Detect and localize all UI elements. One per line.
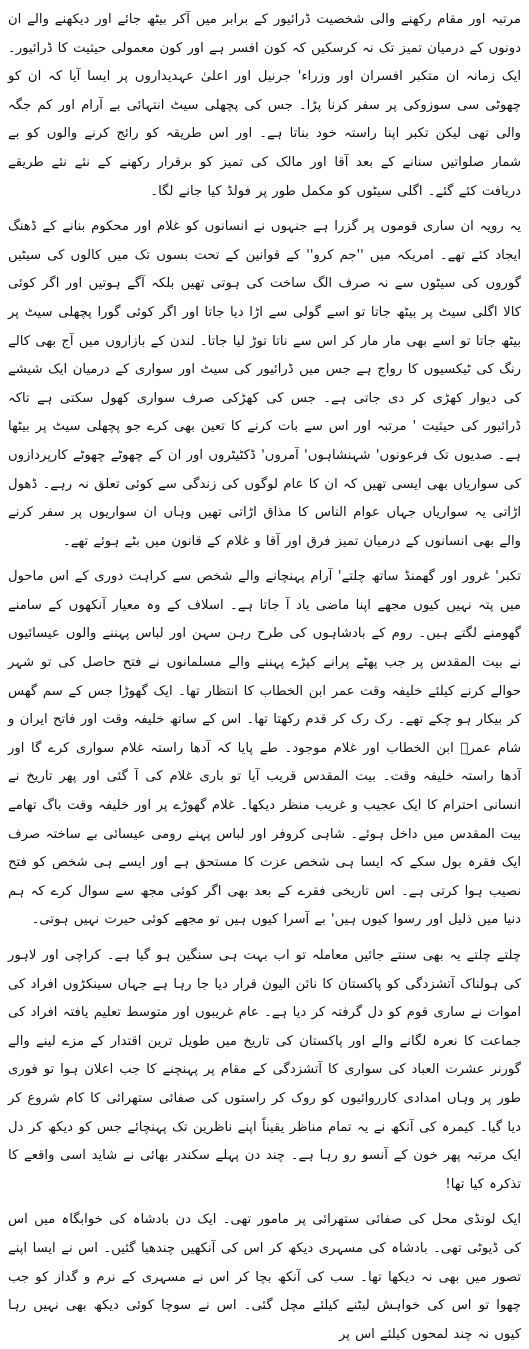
article-paragraph-3: تکبر' غرور اور گھمنڈ ساتھ چلتے' آرام پہنچانے والے شخص سے کراہت دوری کے اس ماحول میں پتہ نہیں کیوں مجھے اپنا ماضی یاد آ جاتا ہے۔ اسلاف کے وہ معیار آنکھوں کے سامنے گھومنے لگتے ہیں۔ روم کے بادشاہوں کی طرح رہن سہن اور لباس پہننے والوں عیسائیوں نے بیت المقدس پر جب پھٹے پرانے کپڑے پہننے والے مسلمانوں نے فتح حاصل کی تو شہر حوالے کرنے کیلئے خلیفہ وقت عمر ابن الخطاب کا انتظار تھا۔ ایک گھوڑا جس کے سم گھس کر بیکار ہو چکے تھے۔ رک رک کر قدم رکھتا تھا۔ اس کے ساتھ خلیفہ وقت اور فاتح ایران و شام عمرؓ ابن الخطاب اور غلام موجود۔ طے پایا کہ آدھا راستہ غلام سواری کرے گا اور آدھا راستہ خلیفہ وقت۔ بیت المقدس قریب آیا تو باری غلام کی آ گئی اور پھر تاریخ نے انسانی احترام کا ایک عجیب و غریب منظر دیکھا۔ غلام گھوڑے پر اور خلیفہ وقت باگ تھامے بیت المقدس میں داخل ہوئے۔ شاہی کروفر اور لباس پہنے رومی عیسائی بے ساختہ صرف ایک فقرہ بول سکے کہ ایسا ہی شخص عزت کا مستحق ہے اور ایسے ہی شخص کو فتح نصیب ہوا کرتی ہے۔ اس تاریخی فقرے کے بعد بھی اگر کوئی مجھ سے سوال کرے کہ ہم دنیا میں ذلیل اور رسوا کیوں ہیں' بے آسرا کیوں ہیں تو مجھے کوئی حیرت نہیں ہوتی۔ [8,569,521,928]
article-paragraph-4: چلتے چلتے یہ بھی سنتے جائیں معاملہ تو اب بہت ہی سنگین ہو گیا ہے۔ کراچی اور لاہور کی ہولناک آتشزدگی کو پاکستان کا نائن الیون قرار دیا جا رہا ہے جہاں سینکڑوں افراد کی اموات نے ساری قوم کو دل گرفتہ کر دیا ہے۔ عام غریبوں اور متوسط تعلیم یافتہ افراد کی جماعت کا نعرہ لگانے والے اور پاکستان کی تاریخ میں طویل ترین اقتدار کے مزے لینے والے گورنر عشرت العباد کی سواری کا آتشزدگی کے مقام پر پہنچنے کا جب اعلان ہوا تو فوری طور پر وہاں امدادی کارروائیوں کو روک کر راستوں کی صفائی ستھرائی کا کام شروع کر دیا گیا۔ کیمرہ کی آنکھ نے یہ تمام مناظر یقیناً اپنے ناظرین تک پہنچائے جس کو دیکھ کر دل ایک مرتبہ پھر خون کے آنسو رو رہا ہے۔ چند دن پہلے سکندر بھائی نے شاید اسی واقعے کا تذکرہ کیا تھا! [8,948,521,1192]
article-paragraph-2: یہ رویہ ان ساری قوموں پر گزرا ہے جنہوں نے انسانوں کو غلام اور محکوم بنانے کے ڈھنگ ایجاد کئے تھے۔ امریکہ میں ''جم کرو'' کے قوانین کے تحت بسوں تک میں کالوں کی سیٹیں گوروں کی سیٹوں سے نہ صرف الگ ساخت کی ہوتی تھیں بلکہ آگے ہوتیں اور اگر کوئی کالا اگلی سیٹ پر بیٹھ جاتا تو اسے گولی سے اڑا دیا جاتا اور اگر کوئی گورا پچھلی سیٹ پر بیٹھ جاتا تو اسے بھی مار مار کر اس سے ناتا توڑ لیا جاتا۔ لندن کے بازاروں میں آج بھی کالے رنگ کی ٹیکسیوں کا رواج ہے جس میں ڈرائیور کی سیٹ اور سواری کے درمیان ایک شیشے کی دیوار کھڑی کر دی جاتی ہے۔ جس کی کھڑکی صرف سواری کھول سکتی ہے تاکہ ڈرائیور کی حیثیت ' مرتبہ اور اس سے بات کرنے کا تعین بھی کرے جو پچھلی سیٹ پر بیٹھا ہے۔ صدیوں تک فرعونوں' شہنشاہوں' آمروں' ڈکٹیٹروں اور ان کے چھوٹے چھوٹے کارپردازوں کی سواریاں بھی ایسی تھیں کہ ان کا عام لوگوں کی زندگی سے کوئی تعلق نہ رہے۔ ڈھول اڑاتی یہ سواریاں جہاں عوام الناس کا مذاق اڑاتی تھیں وہاں ان سواریوں پر سفر کرنے والے بھی انسانوں کے درمیان تمیز فرق اور آقا و غلام کے قانون میں بٹے ہوئے تھے۔ [8,219,521,549]
article-paragraph-1: مرتبہ اور مقام رکھنے والی شخصیت ڈرائیور کے برابر میں آکر بیٹھ جائے اور دیکھنے والے ان دونوں کے درمیان تمیز تک نہ کرسکیں کہ کون افسر ہے اور کون معمولی حیثیت کا ڈرائیور۔ ایک زمانہ ان متکبر افسران اور وزراء' جرنیل اور اعلیٰ عہدیداروں پر ایسا آیا کہ ان کو چھوٹی سی سوزوکی پر سفر کرنا پڑا۔ جس کی پچھلی سیٹ انتہائی بے آرام اور کم جگہ والی تھی لیکن تکبر اپنا راستہ خود بناتا ہے۔ اور اس طریقہ کو رائج کرنے والوں کو بے شمار صلواتیں سنانے کے بعد آقا اور مالک کی تمیز کو برقرار رکھنے کے نئے نئے طریقے دریافت کئے گئے۔ اگلی سیٹوں کو مکمل طور پر فولڈ کیا جانے لگا۔ [8,12,521,199]
article-paragraph-5: ایک لونڈی محل کی صفائی ستھرائی پر مامور تھی۔ ایک دن بادشاہ کی خوابگاہ میں اس کی ڈیوٹی تھی۔ بادشاہ کی مسہری دیکھ کر اس کی آنکھیں چندھیا گئیں۔ اس نے ایسا اپنے تصور میں بھی نہ دیکھا تھا۔ سب کی آنکھ بچا کر اس نے مسہری کے نرم و گداز کو جب چھوا تو اس کی خواہش لیٹنے کیلئے مچل گئی۔ اس نے سوچا کوئی دیکھ بھی نہیں رہا کیوں نہ چند لمحوں کیلئے اس پر [8,1212,521,1342]
